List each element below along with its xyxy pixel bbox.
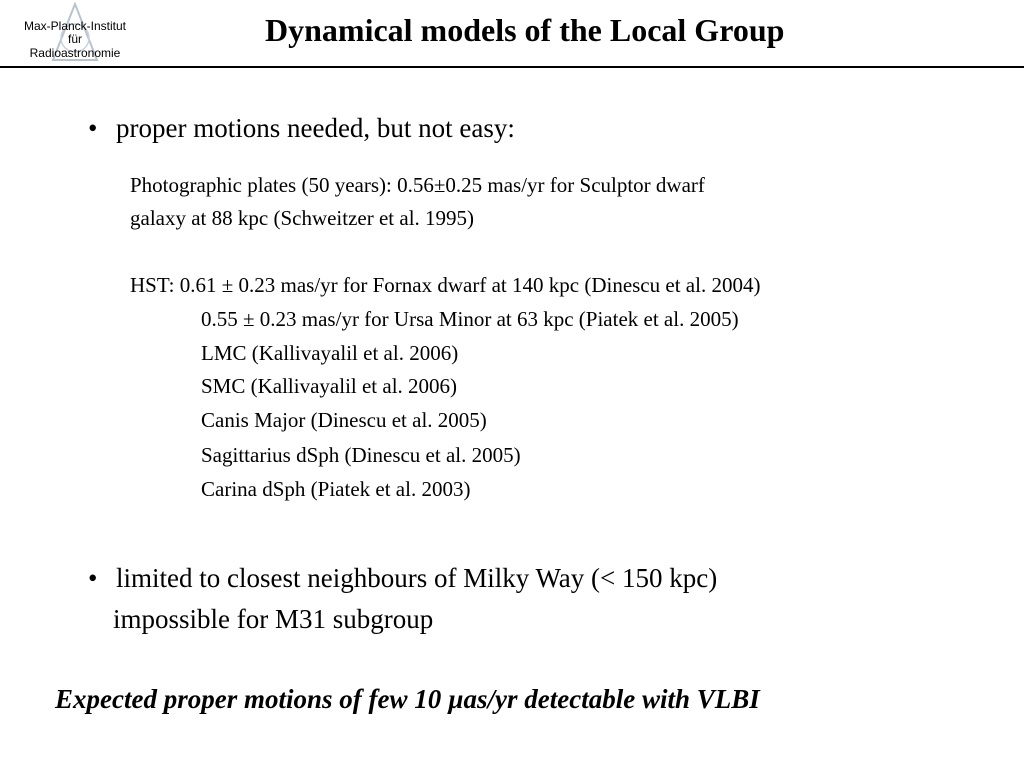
hst-line: Carina dSph (Piatek et al. 2003): [201, 477, 471, 501]
conclusion-text: Expected proper motions of few 10 µas/yr detectable with VLBI: [55, 684, 760, 714]
bullet-dot-icon: •: [88, 113, 98, 143]
header-divider: [0, 66, 1024, 68]
plates-line-1: Photographic plates (50 years): 0.56±0.25 mas/yr for Sculptor dwarf: [130, 173, 705, 197]
bullet-limited-neighbours: [88, 563, 717, 594]
logo-line-2: für: [67, 32, 82, 46]
hst-line: LMC (Kallivayalil et al. 2006): [201, 341, 459, 365]
bullet-continuation: impossible for M31 subgroup: [113, 604, 434, 634]
bullet-proper-motions: [88, 113, 515, 144]
hst-line: Canis Major (Dinescu et al. 2005): [201, 408, 487, 432]
logo-line-1: Max-Planck-Institut: [23, 19, 127, 33]
logo-line-3: Radioastronomie: [29, 46, 121, 60]
bullet-dot-icon: •: [88, 563, 98, 593]
hst-line: HST: 0.61 ± 0.23 mas/yr for Fornax dwarf at 140 kpc (Dinescu et al. 2004): [130, 273, 761, 297]
hst-line: 0.55 ± 0.23 mas/yr for Ursa Minor at 63 kpc (Piatek et al. 2005): [201, 307, 739, 331]
page-title: Dynamical models of the Local Group: [265, 12, 785, 48]
plates-line-2: galaxy at 88 kpc (Schweitzer et al. 1995): [130, 206, 475, 230]
bullet-text: limited to closest neighbours of Milky Way (< 150 kpc): [116, 563, 718, 593]
hst-line: Sagittarius dSph (Dinescu et al. 2005): [201, 443, 521, 467]
hst-line: SMC (Kallivayalil et al. 2006): [201, 374, 458, 398]
bullet-text: proper motions needed, but not easy:: [116, 113, 515, 143]
institute-logo: [0, 0, 150, 66]
